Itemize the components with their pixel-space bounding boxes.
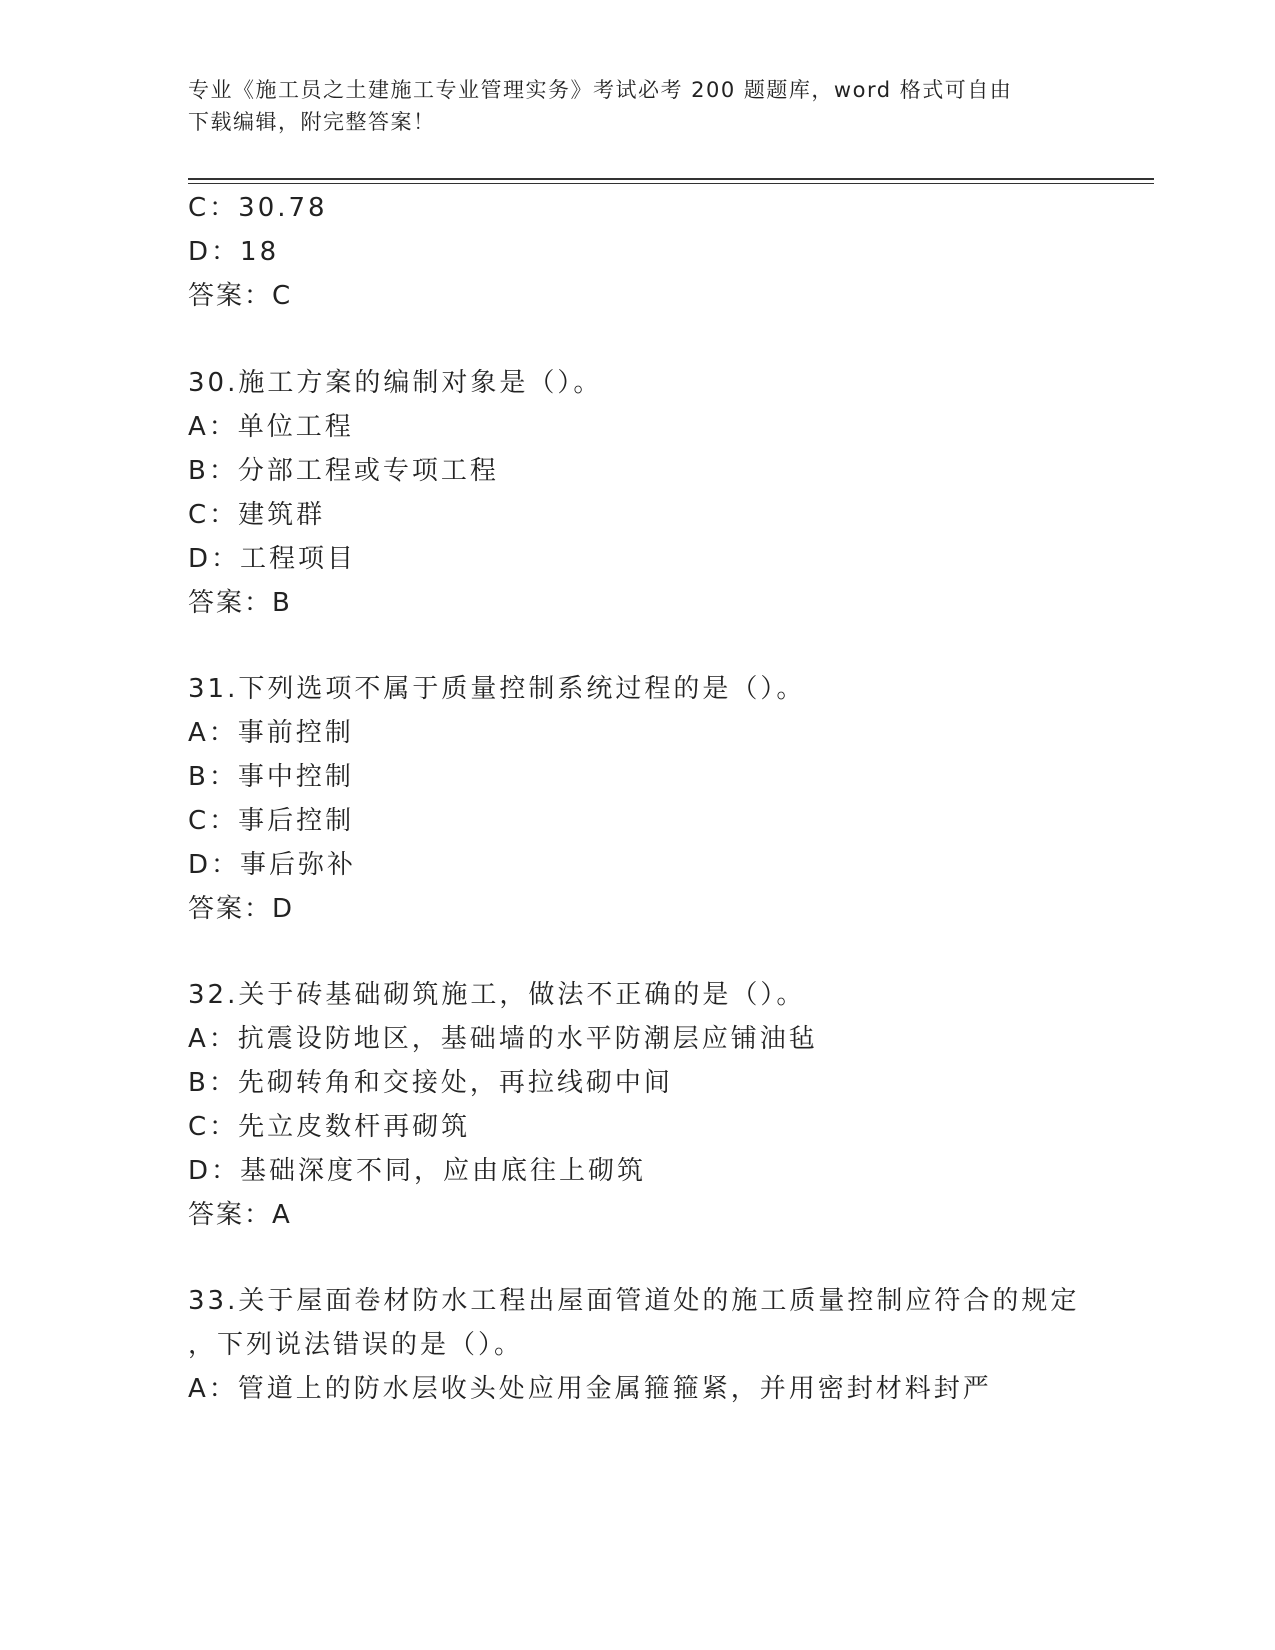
option-a: A：事前控制 [188, 718, 354, 748]
option-a: A：单位工程 [188, 412, 354, 442]
option-c: C：先立皮数杆再砌筑 [188, 1112, 471, 1142]
question-stem-line-1: 33.关于屋面卷材防水工程出屋面管道处的施工质量控制应符合的规定 [188, 1286, 1080, 1316]
option-c: C：建筑群 [188, 500, 326, 530]
question-stem: 31.下列选项不属于质量控制系统过程的是（）。 [188, 674, 806, 704]
option-c: C：30.78 [188, 193, 328, 223]
option-d: D：基础深度不同，应由底往上砌筑 [188, 1156, 647, 1186]
page-header [188, 74, 1088, 138]
option-b: B：分部工程或专项工程 [188, 456, 499, 486]
question-stem-line-2: ，下列说法错误的是（）。 [188, 1330, 524, 1360]
option-d: D：18 [188, 237, 280, 267]
answer-line: 答案：D [188, 894, 295, 924]
option-c: C：事后控制 [188, 806, 355, 836]
option-d: D：事后弥补 [188, 850, 357, 880]
question-stem: 30.施工方案的编制对象是（）。 [188, 368, 603, 398]
option-d: D：工程项目 [188, 544, 357, 574]
option-b: B：先砌转角和交接处，再拉线砌中间 [188, 1068, 673, 1098]
header-line-2: 下载编辑，附完整答案！ [188, 110, 436, 134]
header-divider-thick [188, 178, 1154, 180]
header-divider-thin [188, 183, 1154, 184]
option-a: A：抗震设防地区，基础墙的水平防潮层应铺油毡 [188, 1024, 818, 1054]
answer-line: 答案：A [188, 1200, 292, 1230]
option-b: B：事中控制 [188, 762, 354, 792]
question-stem: 32.关于砖基础砌筑施工，做法不正确的是（）。 [188, 980, 806, 1010]
answer-line: 答案：B [188, 588, 292, 618]
option-a: A：管道上的防水层收头处应用金属箍箍紧，并用密封材料封严 [188, 1374, 992, 1404]
answer-line: 答案：C [188, 281, 293, 311]
header-line-1: 专业《施工员之土建施工专业管理实务》考试必考 200 题题库，word 格式可自由 [188, 78, 1013, 102]
